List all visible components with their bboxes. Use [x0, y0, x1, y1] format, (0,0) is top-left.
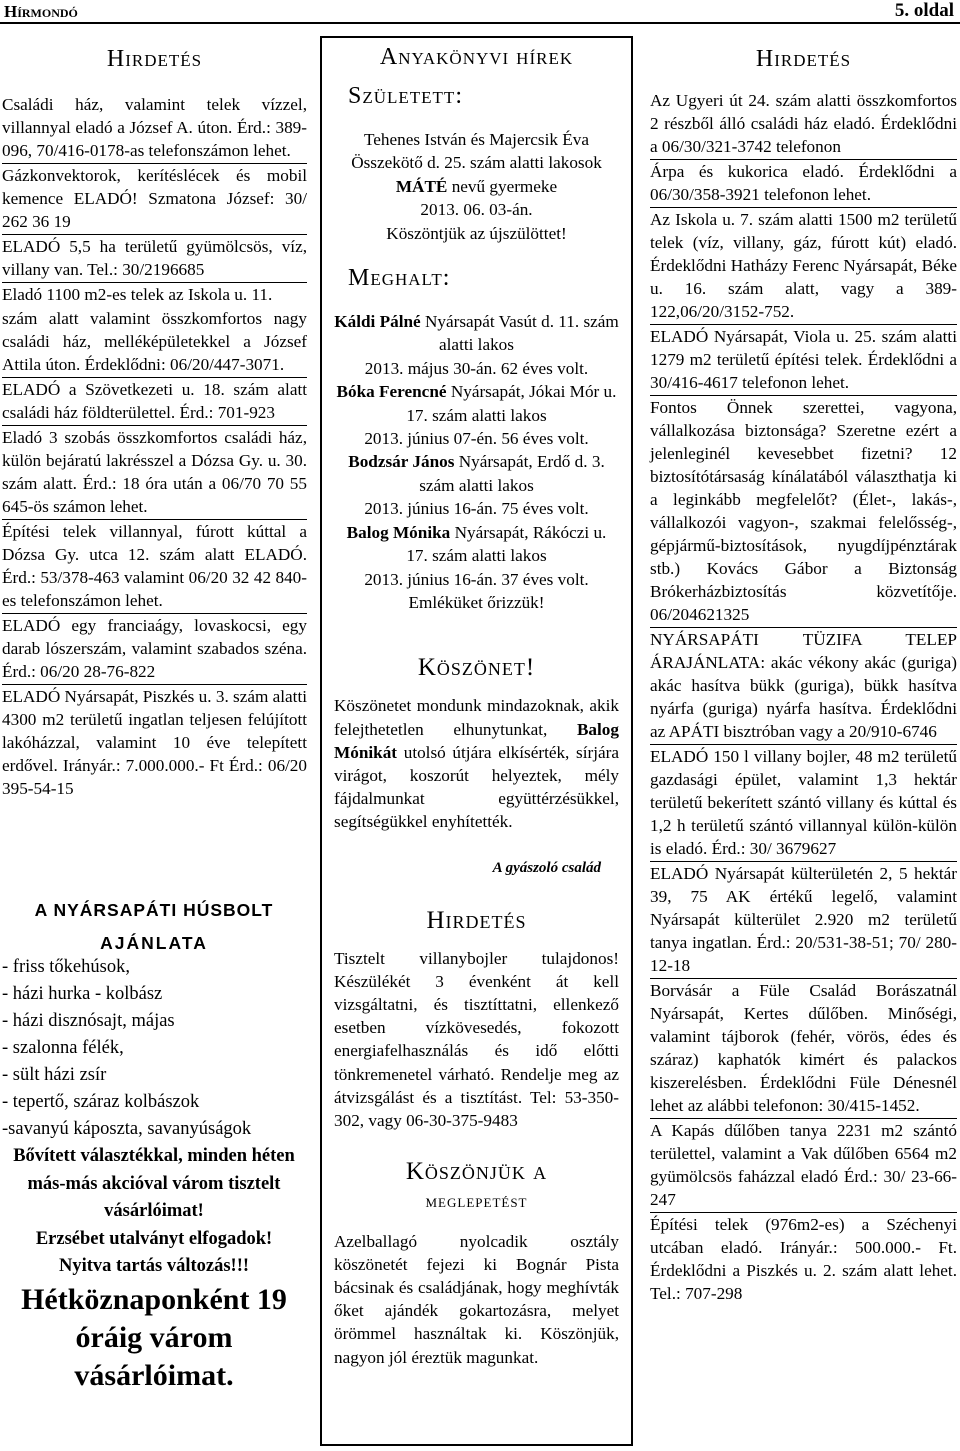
classified-ad: Az Iskola u. 7. szám alatti 1500 m2 területű telek (víz, villany, gáz, fúrott kút) eladó. Érdeklődni Hatházy Ferenc Nyársapát, Béke u. 16. szám alatt, vagy a 389-122,06/20/3152-752. — [650, 208, 957, 325]
classified-ad: ELADÓ Nyársapát, Viola u. 25. szám alatti 1279 m2 területű építési telek. Érdeklődni a 30/416-4617 telefonon lehet. — [650, 325, 957, 396]
born-title: Született: — [348, 83, 463, 109]
surprise-title: Köszönjük a — [405, 1158, 548, 1186]
classified-ad: szám alatt valamint összkomfortos nagy családi ház, melléképületekkel a József Attila úton. Érdeklődni: 06/20/447-3071. — [2, 307, 307, 378]
classified-ad: ELADÓ Nyársapát, Piszkés u. 3. szám alatti 4300 m2 területű ingatlan teljesen felújított lakóházzal, valamint 10 éve telepített erdővel. Irányár.: 7.000.000.- Ft Érd.: 06/20 395-54-15 — [2, 687, 308, 798]
thanks-title: Köszönet! — [417, 654, 536, 682]
page-header — [0, 0, 960, 22]
butcher-voucher: Erzsébet utalványt elfogadok! — [35, 1228, 273, 1249]
classified-ad: Eladó 1100 m2-es telek az Iskola u. 11. — [2, 285, 273, 304]
thanks-signature: A gyászoló család — [492, 859, 601, 876]
classified-ad: Építési telek (976m2-es) a Széchenyi utcában eladó. Irányár.: 500.000.- Ft. Érdeklődni a Piszkés u. 2. szám alatt lehet. Tel.: 707-298 — [650, 1215, 957, 1303]
classified-ad: Gázkonvektorok, kerítéslécek és mobil kemence ELADÓ! Szmatona József: 30/ 262 36 19 — [2, 164, 307, 235]
left-heading: Hirdetés — [106, 46, 203, 72]
classified-ad: ELADÓ Nyársapát külterületén 2, 5 hektár 39, 75 AK értékű legelő, valamint Nyársapát külterület 2.920 m2 területű tanya ingatlan. Érd.: 20/531-38-51; 70/ 280-12-18 — [650, 862, 957, 979]
born-child-name: MÁTÉ — [395, 176, 448, 196]
butcher-hours-change: Nyitva tartás változás!!! — [58, 1256, 250, 1276]
boiler-ad: Tisztelt villanybojler tulajdonos! Készülékét 3 évenként át kell vizsgáltatni, és tisztíttatni, ellenkező esetben vízkövesedés, fokozott energiafelhasználás és idő előtti tönkremenetel várható. Rendelje meg az átvizsgálást és a tisztítást. Tel: 53-350-302, vagy 06-30-375-9483 — [334, 948, 619, 1130]
obituary: Bodzsár János Nyársapát, Erdő d. 3. szám alatti lakos 2013. június 16-án. 75 éves volt. — [348, 452, 605, 519]
header-rule — [0, 22, 960, 24]
butcher-item: -savanyú káposzta, savanyúságok — [2, 1119, 252, 1139]
butcher-item: - házi hurka - kolbász — [2, 984, 163, 1004]
butcher-offer: Bővített választékkal, minden héten más-más akcióval várom tisztelt vásárlóimat! — [13, 1146, 295, 1221]
classified-ad: NYÁRSAPÁTI TÜZIFA TELEP ÁRAJÁNLATA: akác vékony akác (guriga) akác hasítva bükk (guriga), bükk hasítva nyárfa (guriga) nyárfa hasítva. Érdeklődni az APÁTI bisztróban vagy a 20/910-6746 — [650, 628, 957, 745]
butcher-item: - házi disznósajt, májas — [2, 1011, 175, 1031]
obituary: Káldi Pálné Nyársapát Vasút d. 11. szám alatti lakos 2013. május 30-án. 62 éves volt. — [334, 312, 619, 378]
butcher-item: - sült házi zsír — [2, 1065, 107, 1085]
middle-column — [320, 36, 633, 1446]
obituary: Bóka Ferencné Nyársapát, Jókai Mór u. 17. szám alatti lakos 2013. június 07-én. 56 éves volt. — [336, 382, 617, 449]
classified-ad: Fontos Önnek szerettei, vagyona, vállalkozása biztonsága? Szeretne ezért a jelenleginél kevesebbet fizetni? 12 biztosítótársaság kínálatából választhatja ki a leginkább megfelelőt? (Élet-, lakás-, vállalkozói vagyon-, szakmai felelősség-, gépjármű-biztosítások, nyugdíjpénztárak stb.) Kovács Gábor a Biztonság Brókerházbiztosítás közvetítője. 06/204621325 — [650, 396, 957, 628]
classified-ad: Borvásár a Füle Család Borászatnál Nyársapát, Kertes dűlőben. Minőségi, valamint tájborok (fehér, vörös, édes és száraz) kaphatók kimért és palackos kiszerelésben. Érdeklődni Füle Dénesnél lehet az alábbi telefonon: 30/415-1452. — [650, 979, 957, 1119]
born-child: MÁTÉ nevű gyermeke — [395, 176, 558, 196]
classified-ad: A Kapás dűlőben tanya 2231 m2 szántó területtel, valamint a Vak dűlőben 6564 m2 gyümölcsös faházzal eladó Érd.: 30/ 23-66-247 — [650, 1119, 957, 1213]
butcher-title: A NYÁRSAPÁTI HÚSBOLT — [34, 900, 274, 920]
butcher-item: - friss tőkehúsok, — [2, 957, 130, 977]
classified-ad: Az Ugyeri út 24. szám alatti összkomfortos 2 részből álló családi ház eladó. Érdeklődni a 06/30/321-3742 telefonon — [650, 89, 957, 160]
newspaper-name: Hírmondó — [4, 2, 78, 21]
thanks-text: Köszönetet mondunk mindazoknak, akik felejthetetlen elhunytunkat, Balog Mónikát utolsó útjára elkísérték, sírjára virágot, koszorút helyeztek, mély fájdalmunkat együttérzésükkel, segítségükkel enyhítették. — [334, 696, 619, 832]
classified-ad: Családi ház, valamint telek vízzel, villannyal eladó a József A. úton. Érd.: 389-096, 70/416-0178-as telefonszámon lehet. — [2, 93, 307, 164]
butcher-item: - tepertő, száraz kolbászok — [2, 1092, 200, 1112]
surprise-text: Azelballagó nyolcadik osztály köszönetét fejezi ki Bognár Pista bácsinak és családjának, hogy meghívták őket ajándék gokartozásra, melyet örömmel használtak ki. Köszönjük, nagyon jól éreztük magunkat. — [334, 1231, 619, 1367]
classified-ad: Eladó 3 szobás összkomfortos családi ház, külön bejáratú lakrésszel a Dózsa Gy. u. 30. szám alatt. Érd.: 18 óra után a 06/70 70 55 645-ös számon lehet. — [2, 426, 307, 520]
butcher-item: - szalonna félék, — [2, 1038, 124, 1058]
classified-ad: ELADÓ a Szövetkezeti u. 18. szám alatt családi ház földterülettel. Érd.: 701-923 — [2, 378, 307, 426]
obituary: Balog Mónika Nyársapát, Rákóczi u. 17. szám alatti lakos 2013. június 16-án. 37 éves volt. — [346, 522, 607, 589]
right-heading: Hirdetés — [755, 46, 852, 72]
born-greeting: Köszöntjük az újszülöttet! — [386, 223, 567, 243]
classified-ad: Árpa és kukorica eladó. Érdeklődni a 06/30/358-3921 telefonon lehet. — [650, 160, 957, 208]
born-parents: Tehenes István és Majercsik Éva — [363, 130, 589, 149]
middle-heading: Anyakönyvi hírek — [379, 44, 574, 70]
left-column — [2, 40, 307, 801]
butcher-hours: Hétköznaponként 19 óráig várom vásárlóimat. — [21, 1282, 287, 1392]
born-address: Összekötő d. 25. szám alatti lakosok — [351, 153, 602, 173]
classified-ad: ELADÓ 5,5 ha területű gyümölcsös, víz, villany van. Tel.: 30/2196685 — [2, 235, 307, 283]
page-number: 5. oldal — [894, 0, 954, 21]
right-column — [650, 40, 957, 1306]
born-date: 2013. 06. 03-án. — [420, 200, 533, 220]
classified-ad: Építési telek villannyal, fúrott kúttal a Dózsa Gy. utca 12. szám alatt ELADÓ. Érd.: 53/378-463 valamint 06/20 32 42 840-es telefonszámon lehet. — [2, 520, 307, 614]
died-title: Meghalt: — [348, 265, 451, 292]
middle-ad-title: Hirdetés — [426, 906, 527, 934]
surprise-subtitle: meglepetést — [425, 1191, 528, 1213]
classified-ad: ELADÓ egy franciaágy, lovaskocsi, egy darab lószerszám, valamint szabados széna. Érd.: 06/20 28-76-822 — [2, 614, 307, 685]
butcher-subtitle: AJÁNLATA — [100, 933, 208, 953]
butcher-shop-ad — [0, 900, 308, 1395]
memory-line: Emléküket őrizzük! — [408, 592, 545, 612]
classified-ad: ELADÓ 150 l villany bojler, 48 m2 területű gazdasági épület, valamint 1,3 hektár területű bekerített szántó villany és kúttal és 1,2 h területű szántó villannyal külön-külön is eladó. Érd.: 30/ 3679627 — [650, 745, 957, 862]
